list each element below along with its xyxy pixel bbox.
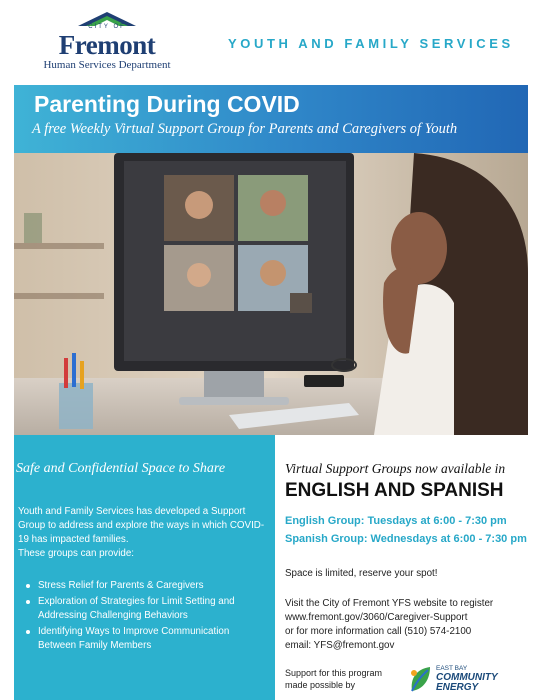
website-link[interactable]: www.fremont.gov/3060/Caregiver-Support [285,612,468,623]
space-limited-text: Space is limited, reserve your spot! [285,568,438,579]
support-line-2: made possible by [285,680,356,690]
left-panel-intro [18,505,268,561]
intro-paragraph: Youth and Family Services has developed a Support Group to address and explore the ways in which COVID-19 has impacted families. [18,506,265,545]
support-credit [285,667,382,691]
info-panel-left [14,435,275,700]
list-item: Exploration of Strategies for Limit Setting and Addressing Challenging Behaviors [18,595,268,623]
languages-heading: ENGLISH AND SPANISH [285,480,504,501]
sponsor-name-line-1: COMMUNITY [436,672,498,683]
program-title: YOUTH AND FAMILY SERVICES [228,36,514,51]
info-panel-right [275,435,541,700]
sponsor-logo [408,663,538,697]
list-item: Identifying Ways to Improve Communication Between Family Members [18,625,268,653]
banner-subtitle: A free Weekly Virtual Support Group for Parents and Caregivers of Youth [32,121,458,137]
banner-title: Parenting During COVID [34,91,300,117]
email-link[interactable]: email: YFS@fremont.gov [285,640,395,651]
list-item: Stress Relief for Parents & Caregivers [18,579,268,593]
video-call-photo [14,153,528,435]
sponsor-name-line-2: ENERGY [436,682,479,693]
register-text: Visit the City of Fremont YFS website to register [285,598,494,609]
phone-text: or for more information call (510) 574-2100 [285,626,472,637]
title-banner [14,85,528,153]
spanish-group-schedule: Spanish Group: Wednesdays at 6:00 - 7:30 pm [285,533,527,545]
availability-text: Virtual Support Groups now available in [285,461,506,476]
logo-department-text: Human Services Department [43,59,171,71]
sponsor-small-text: EAST BAY [436,665,468,672]
benefits-list [18,579,268,655]
energy-leaf-icon [408,665,432,693]
fremont-logo [22,12,192,74]
english-group-schedule: English Group: Tuesdays at 6:00 - 7:30 pm [285,515,507,527]
sponsor-name [436,673,498,693]
page-header [0,0,541,85]
intro-lead: These groups can provide: [18,548,134,559]
logo-name-text: Fremont [58,30,156,60]
support-line-1: Support for this program [285,668,383,678]
logo-city-text: CITY OF [88,24,126,30]
video-call-illustration [14,153,528,435]
left-panel-heading: Safe and Confidential Space to Share [16,461,226,476]
